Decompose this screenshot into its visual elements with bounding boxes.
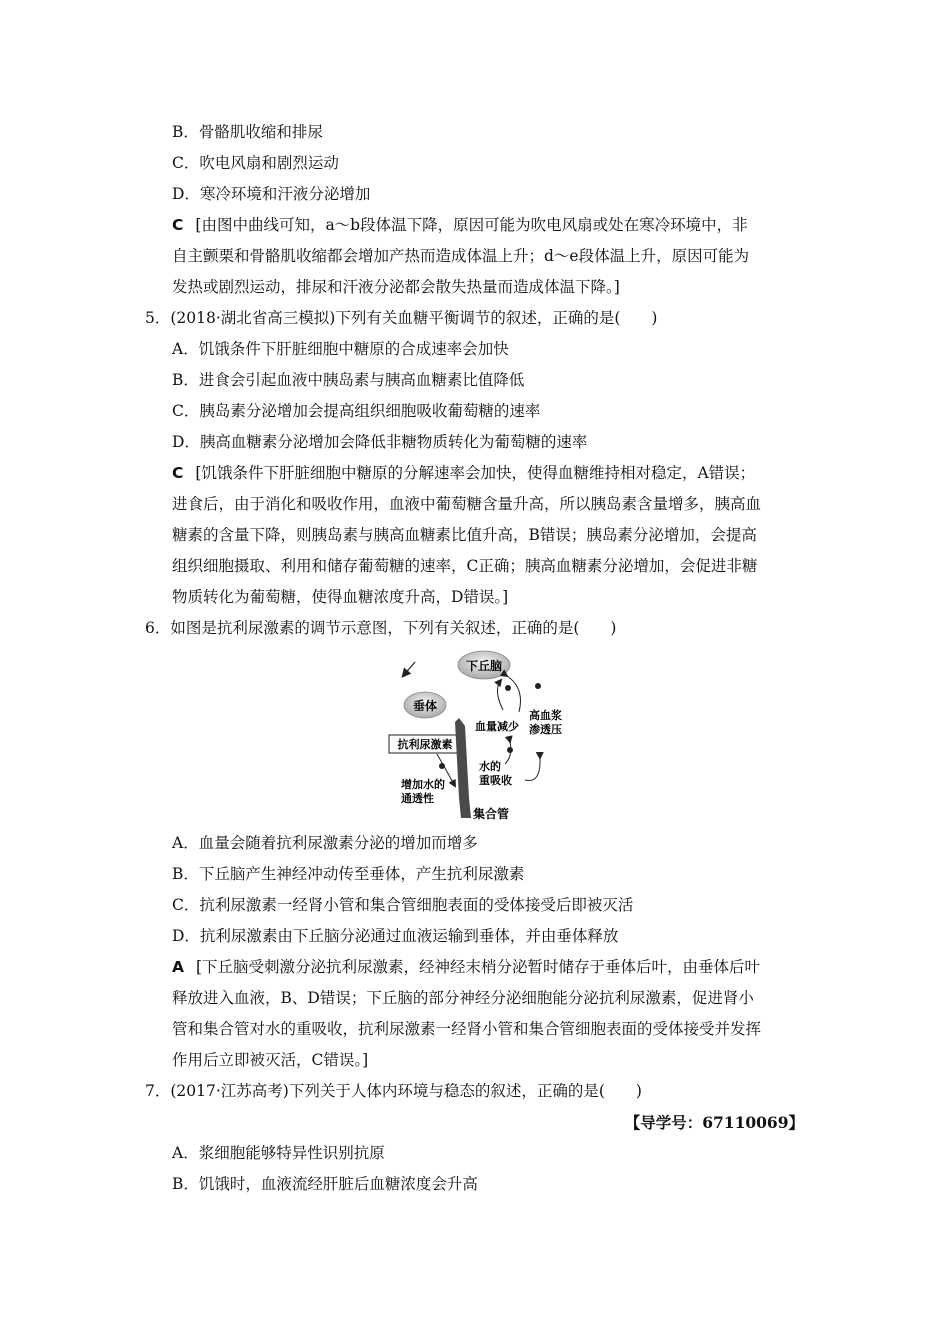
q5-option-a: A．饥饿条件下肝脏细胞中糖原的合成速率会加快 [172, 340, 509, 358]
q6-explanation-3: 管和集合管对水的重吸收，抗利尿激素一经肾小管和集合管细胞表面的受体接受并发挥 [172, 1020, 762, 1038]
q5-answer-line-1 [172, 462, 755, 484]
q7-option-b: B．饥饿时，血液流经肝脏后血糖浓度会升高 [172, 1175, 478, 1193]
input-arrow [403, 662, 415, 676]
q6-explanation-4: 作用后立即被灭活，C错误。] [172, 1051, 369, 1069]
q6-option-d: D．抗利尿激素由下丘脑分泌通过血液运输到垂体，并由垂体释放 [172, 927, 619, 945]
adh-regulation-diagram [385, 648, 575, 824]
water-label-1: 水的 [479, 760, 501, 773]
collecting-duct-label: 集合管 [473, 807, 510, 821]
feedback-arrow-right [507, 676, 521, 712]
q6-answer: A [172, 958, 184, 976]
q7-stem: 7．(2017·江苏高考)下列关于人体内环境与稳态的叙述，正确的是( ) [145, 1082, 642, 1100]
guide-number: 【导学号：67110069】 [624, 1113, 804, 1132]
q4-option-c: C．吹电风扇和剧烈运动 [172, 154, 339, 172]
marker-dot [535, 683, 541, 689]
marker-dot [507, 747, 513, 753]
q4-option-d: D．寒冷环境和汗液分泌增加 [172, 185, 371, 203]
q4-answer: C [172, 216, 184, 234]
q5-explanation-3: 糖素的含量下降，则胰岛素与胰高血糖素比值升高，B错误；胰岛素分泌增加，会提高 [172, 526, 757, 544]
pituitary-label: 垂体 [412, 699, 438, 713]
q5-option-c: C．胰岛素分泌增加会提高组织细胞吸收葡萄糖的速率 [172, 402, 541, 420]
hypothalamus-label: 下丘脑 [465, 659, 503, 673]
q4-explanation-2: 自主颤栗和骨骼肌收缩都会增加产热而造成体温上升；d～e段体温上升，原因可能为 [172, 247, 750, 265]
q6-option-c: C．抗利尿激素一经肾小管和集合管细胞表面的受体接受后即被灭活 [172, 896, 634, 914]
collecting-duct-shape [455, 718, 471, 818]
q6-answer-line-1 [172, 956, 760, 978]
q6-stem: 6．如图是抗利尿激素的调节示意图，下列有关叙述，正确的是( ) [145, 619, 617, 637]
water-label-2: 重吸收 [479, 774, 512, 787]
osmotic-label-2: 渗透压 [529, 723, 562, 736]
q5-explanation-1: [饥饿条件下肝脏细胞中糖原的分解速率会加快，使得血糖维持相对稳定，A错误； [195, 464, 756, 482]
q4-explanation-3: 发热或剧烈运动，排尿和汗液分泌都会散失热量而造成体温下降。] [172, 278, 620, 296]
q7-option-a: A．浆细胞能够特异性识别抗原 [172, 1144, 385, 1162]
q6-option-a: A．血量会随着抗利尿激素分泌的增加而增多 [172, 834, 478, 852]
q5-explanation-4: 组织细胞摄取、利用和储存葡萄糖的速率，C正确；胰高血糖素分泌增加，会促进非糖 [172, 557, 758, 575]
q5-explanation-5: 物质转化为葡萄糖，使得血糖浓度升高，D错误。] [172, 588, 509, 606]
q6-explanation-1: [下丘脑受刺激分泌抗利尿激素，经神经末梢分泌暂时储存于垂体后叶，由垂体后叶 [196, 958, 761, 976]
permeability-label-1: 增加水的 [401, 778, 445, 791]
q6-option-b: B．下丘脑产生神经冲动传至垂体，产生抗利尿激素 [172, 865, 525, 883]
osmotic-label-1: 高血浆 [529, 709, 562, 722]
adh-label: 抗利尿激素 [397, 738, 453, 751]
permeability-label-2: 通透性 [401, 792, 434, 805]
q6-explanation-2: 释放进入血液，B、D错误；下丘脑的部分神经分泌细胞能分泌抗利尿激素，促进肾小 [172, 989, 754, 1007]
q5-option-b: B．进食会引起血液中胰岛素与胰高血糖素比值降低 [172, 371, 525, 389]
feedback-arrow-left [497, 680, 503, 710]
q5-explanation-2: 进食后，由于消化和吸收作用，血液中葡萄糖含量升高，所以胰岛素含量增多，胰高血 [172, 495, 762, 513]
q5-option-d: D．胰高血糖素分泌增加会降低非糖物质转化为葡萄糖的速率 [172, 433, 588, 451]
q4-option-b: B．骨骼肌收缩和排尿 [172, 123, 323, 141]
q5-stem: 5．(2018·湖北省高三模拟)下列有关血糖平衡调节的叙述，正确的是( ) [145, 309, 658, 327]
q4-answer-line-1 [172, 214, 748, 236]
q4-explanation-1: [由图中曲线可知，a～b段体温下降，原因可能为吹电风扇或处在寒冷环境中，非 [195, 216, 748, 234]
q5-answer: C [172, 464, 184, 482]
reabsorption-arrow [505, 742, 511, 764]
osmotic-return-arrow [525, 758, 540, 781]
marker-dot [439, 763, 445, 769]
blood-volume-label: 血量减少 [475, 720, 519, 733]
marker-dot [505, 685, 511, 691]
